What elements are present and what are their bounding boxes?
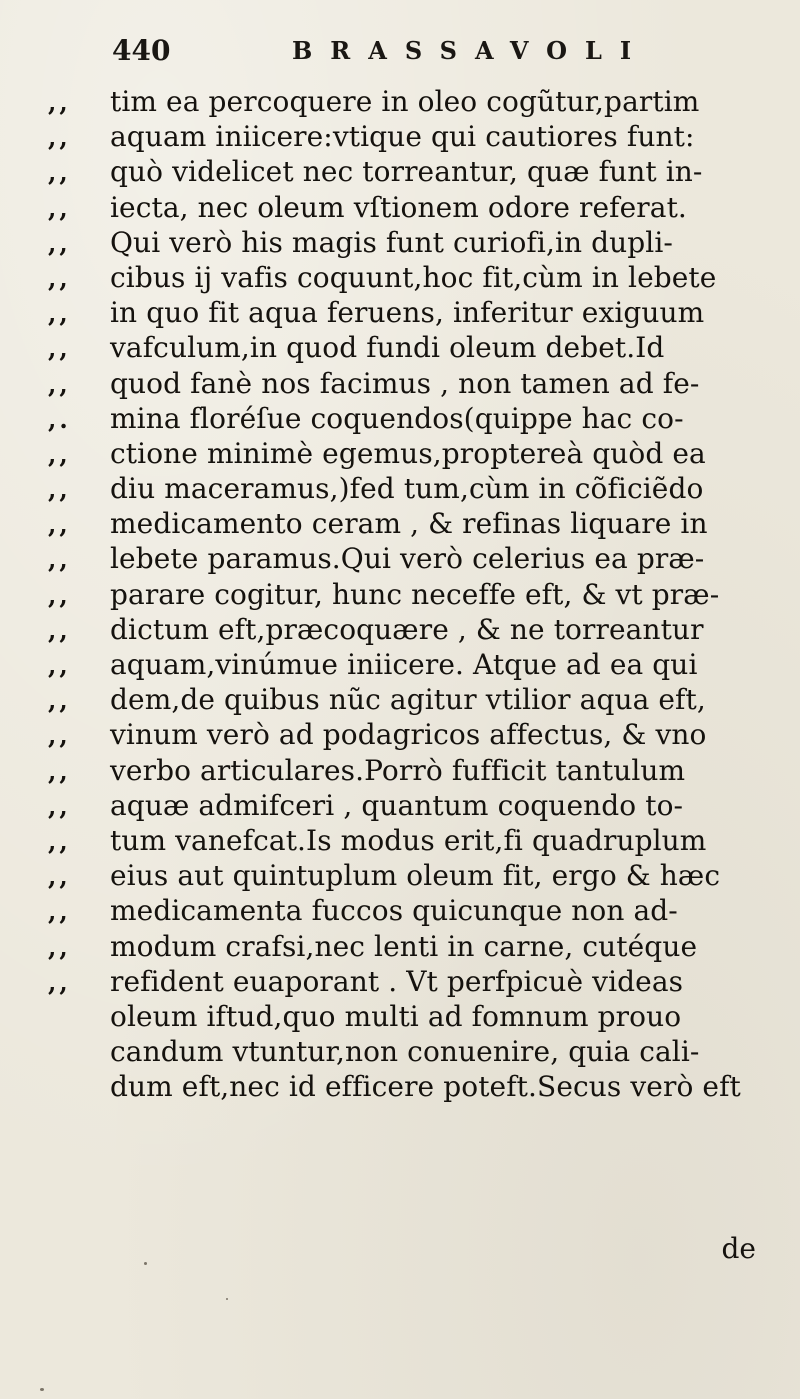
quote-marker: ,, xyxy=(48,88,71,117)
text-line xyxy=(48,84,788,119)
line-text: lebete paramus.Qui verò celerius ea præ- xyxy=(110,542,705,576)
line-text: diu maceramus,)fed tum,cùm in cõficiẽdo xyxy=(110,472,704,506)
line-text: dictum eft,præcoquære , & ne torreantur xyxy=(110,612,704,646)
quote-marker: ,, xyxy=(48,545,71,575)
paper-speck xyxy=(144,1262,147,1265)
line-text: aquæ admifceri , quantum coquendo to- xyxy=(110,788,684,822)
paper-speck xyxy=(40,1388,44,1391)
text-line xyxy=(48,1034,788,1069)
line-text: dem,de quibus nũc agitur vtilior aqua eft, xyxy=(110,683,706,717)
quote-marker: ,, xyxy=(48,686,71,716)
text-line xyxy=(48,647,788,682)
quote-marker: ,, xyxy=(48,158,71,188)
quote-marker: ,, xyxy=(48,369,71,399)
line-text: aquam iniicere:vtique qui cautiores funt: xyxy=(110,120,695,154)
line-text: parare cogitur, hunc neceffe eft, & vt præ- xyxy=(110,577,720,611)
line-text: eius aut quintuplum oleum fit, ergo & hæc xyxy=(110,859,721,893)
text-line xyxy=(48,1069,788,1104)
line-text: aquam,vinúmue iniicere. Atque ad ea qui xyxy=(110,648,698,681)
text-line xyxy=(48,330,788,365)
text-line xyxy=(48,964,788,999)
quote-marker: ,, xyxy=(48,510,71,540)
text-line xyxy=(48,506,788,541)
line-text: cibus ij vafis coquunt,hoc fit,cùm in lebete xyxy=(110,260,717,294)
line-text: oleum iftud,quo multi ad fomnum prouo xyxy=(110,999,682,1033)
line-text: Qui verò his magis funt curiofi,in dupli- xyxy=(110,225,673,259)
text-line xyxy=(48,225,788,260)
quote-marker: ,, xyxy=(48,791,71,821)
quote-marker: ,, xyxy=(48,826,71,856)
line-text: dum eft,nec id efficere poteft.Secus verò eft xyxy=(110,1070,741,1104)
body-text xyxy=(48,84,788,1104)
quote-marker: ,, xyxy=(48,721,71,751)
line-text: medicamento ceram , & refinas liquare in xyxy=(110,507,708,541)
page-header xyxy=(112,34,712,74)
running-head: BRASSAVOLI xyxy=(292,36,650,65)
text-line xyxy=(48,858,788,893)
text-line xyxy=(48,612,788,647)
line-text: quod fanè nos facimus , non tamen ad fe- xyxy=(110,366,700,400)
paper-speck xyxy=(226,1298,228,1300)
text-line xyxy=(48,577,788,612)
line-text: modum crafsi,nec lenti in carne, cutéque xyxy=(110,929,698,963)
text-line xyxy=(48,260,788,295)
text-line xyxy=(48,366,788,401)
quote-marker: ,, xyxy=(48,123,71,153)
quote-marker: ,, xyxy=(48,228,71,258)
quote-marker: ,, xyxy=(48,862,71,892)
line-text: refident euaporant . Vt perfpicuè videas xyxy=(110,964,684,998)
line-text: tim ea percoquere in oleo cogũtur,partim xyxy=(110,85,700,118)
text-line xyxy=(48,541,788,576)
line-text: tum vanefcat.Is modus erit,fi quadruplum xyxy=(110,823,707,857)
quote-marker: ,, xyxy=(48,299,71,329)
text-line xyxy=(48,471,788,506)
text-line xyxy=(48,401,788,436)
line-text: iecta, nec oleum vſtionem odore referat. xyxy=(110,190,687,224)
line-text: medicamenta fuccos quicunque non ad- xyxy=(110,894,678,928)
text-line xyxy=(48,682,788,717)
line-text: candum vtuntur,non conuenire, quia cali- xyxy=(110,1035,700,1069)
line-text: vafculum,in quod fundi oleum debet.Id xyxy=(110,331,665,365)
line-text: in quo fit aqua feruens, inferitur exiguum xyxy=(110,296,705,330)
quote-marker: ,, xyxy=(48,439,71,469)
quote-marker: ,, xyxy=(48,932,71,962)
text-line xyxy=(48,929,788,964)
catchword: de xyxy=(721,1232,756,1265)
quote-marker: ,, xyxy=(48,756,71,786)
text-line xyxy=(48,788,788,823)
text-line xyxy=(48,717,788,752)
quote-marker: ,, xyxy=(48,967,71,997)
text-line xyxy=(48,119,788,154)
quote-marker: ,. xyxy=(48,404,71,434)
quote-marker: ,, xyxy=(48,334,71,364)
line-text: quò videlicet nec torreantur, quæ funt in- xyxy=(110,155,703,189)
text-line xyxy=(48,753,788,788)
text-line xyxy=(48,154,788,189)
line-text: verbo articulares.Porrò fufficit tantulum xyxy=(110,753,686,787)
line-text: ctione minimè egemus,proptereà quòd ea xyxy=(110,436,706,470)
quote-marker: ,, xyxy=(48,897,71,927)
text-line xyxy=(48,295,788,330)
quote-marker: ,, xyxy=(48,193,71,223)
catchword-row xyxy=(0,1232,800,1268)
quote-marker: ,, xyxy=(48,475,71,505)
text-line xyxy=(48,190,788,225)
line-text: vinum verò ad podagricos affectus, & vno xyxy=(110,718,707,752)
quote-marker: ,, xyxy=(48,651,71,680)
text-line xyxy=(48,823,788,858)
text-line xyxy=(48,999,788,1034)
line-text: mina floréſue coquendos(quippe hac co- xyxy=(110,401,684,435)
quote-marker: ,, xyxy=(48,580,71,610)
text-line xyxy=(48,436,788,471)
quote-marker: ,, xyxy=(48,615,71,645)
page-number: 440 xyxy=(112,34,171,67)
text-line xyxy=(48,893,788,928)
quote-marker: ,, xyxy=(48,263,71,293)
